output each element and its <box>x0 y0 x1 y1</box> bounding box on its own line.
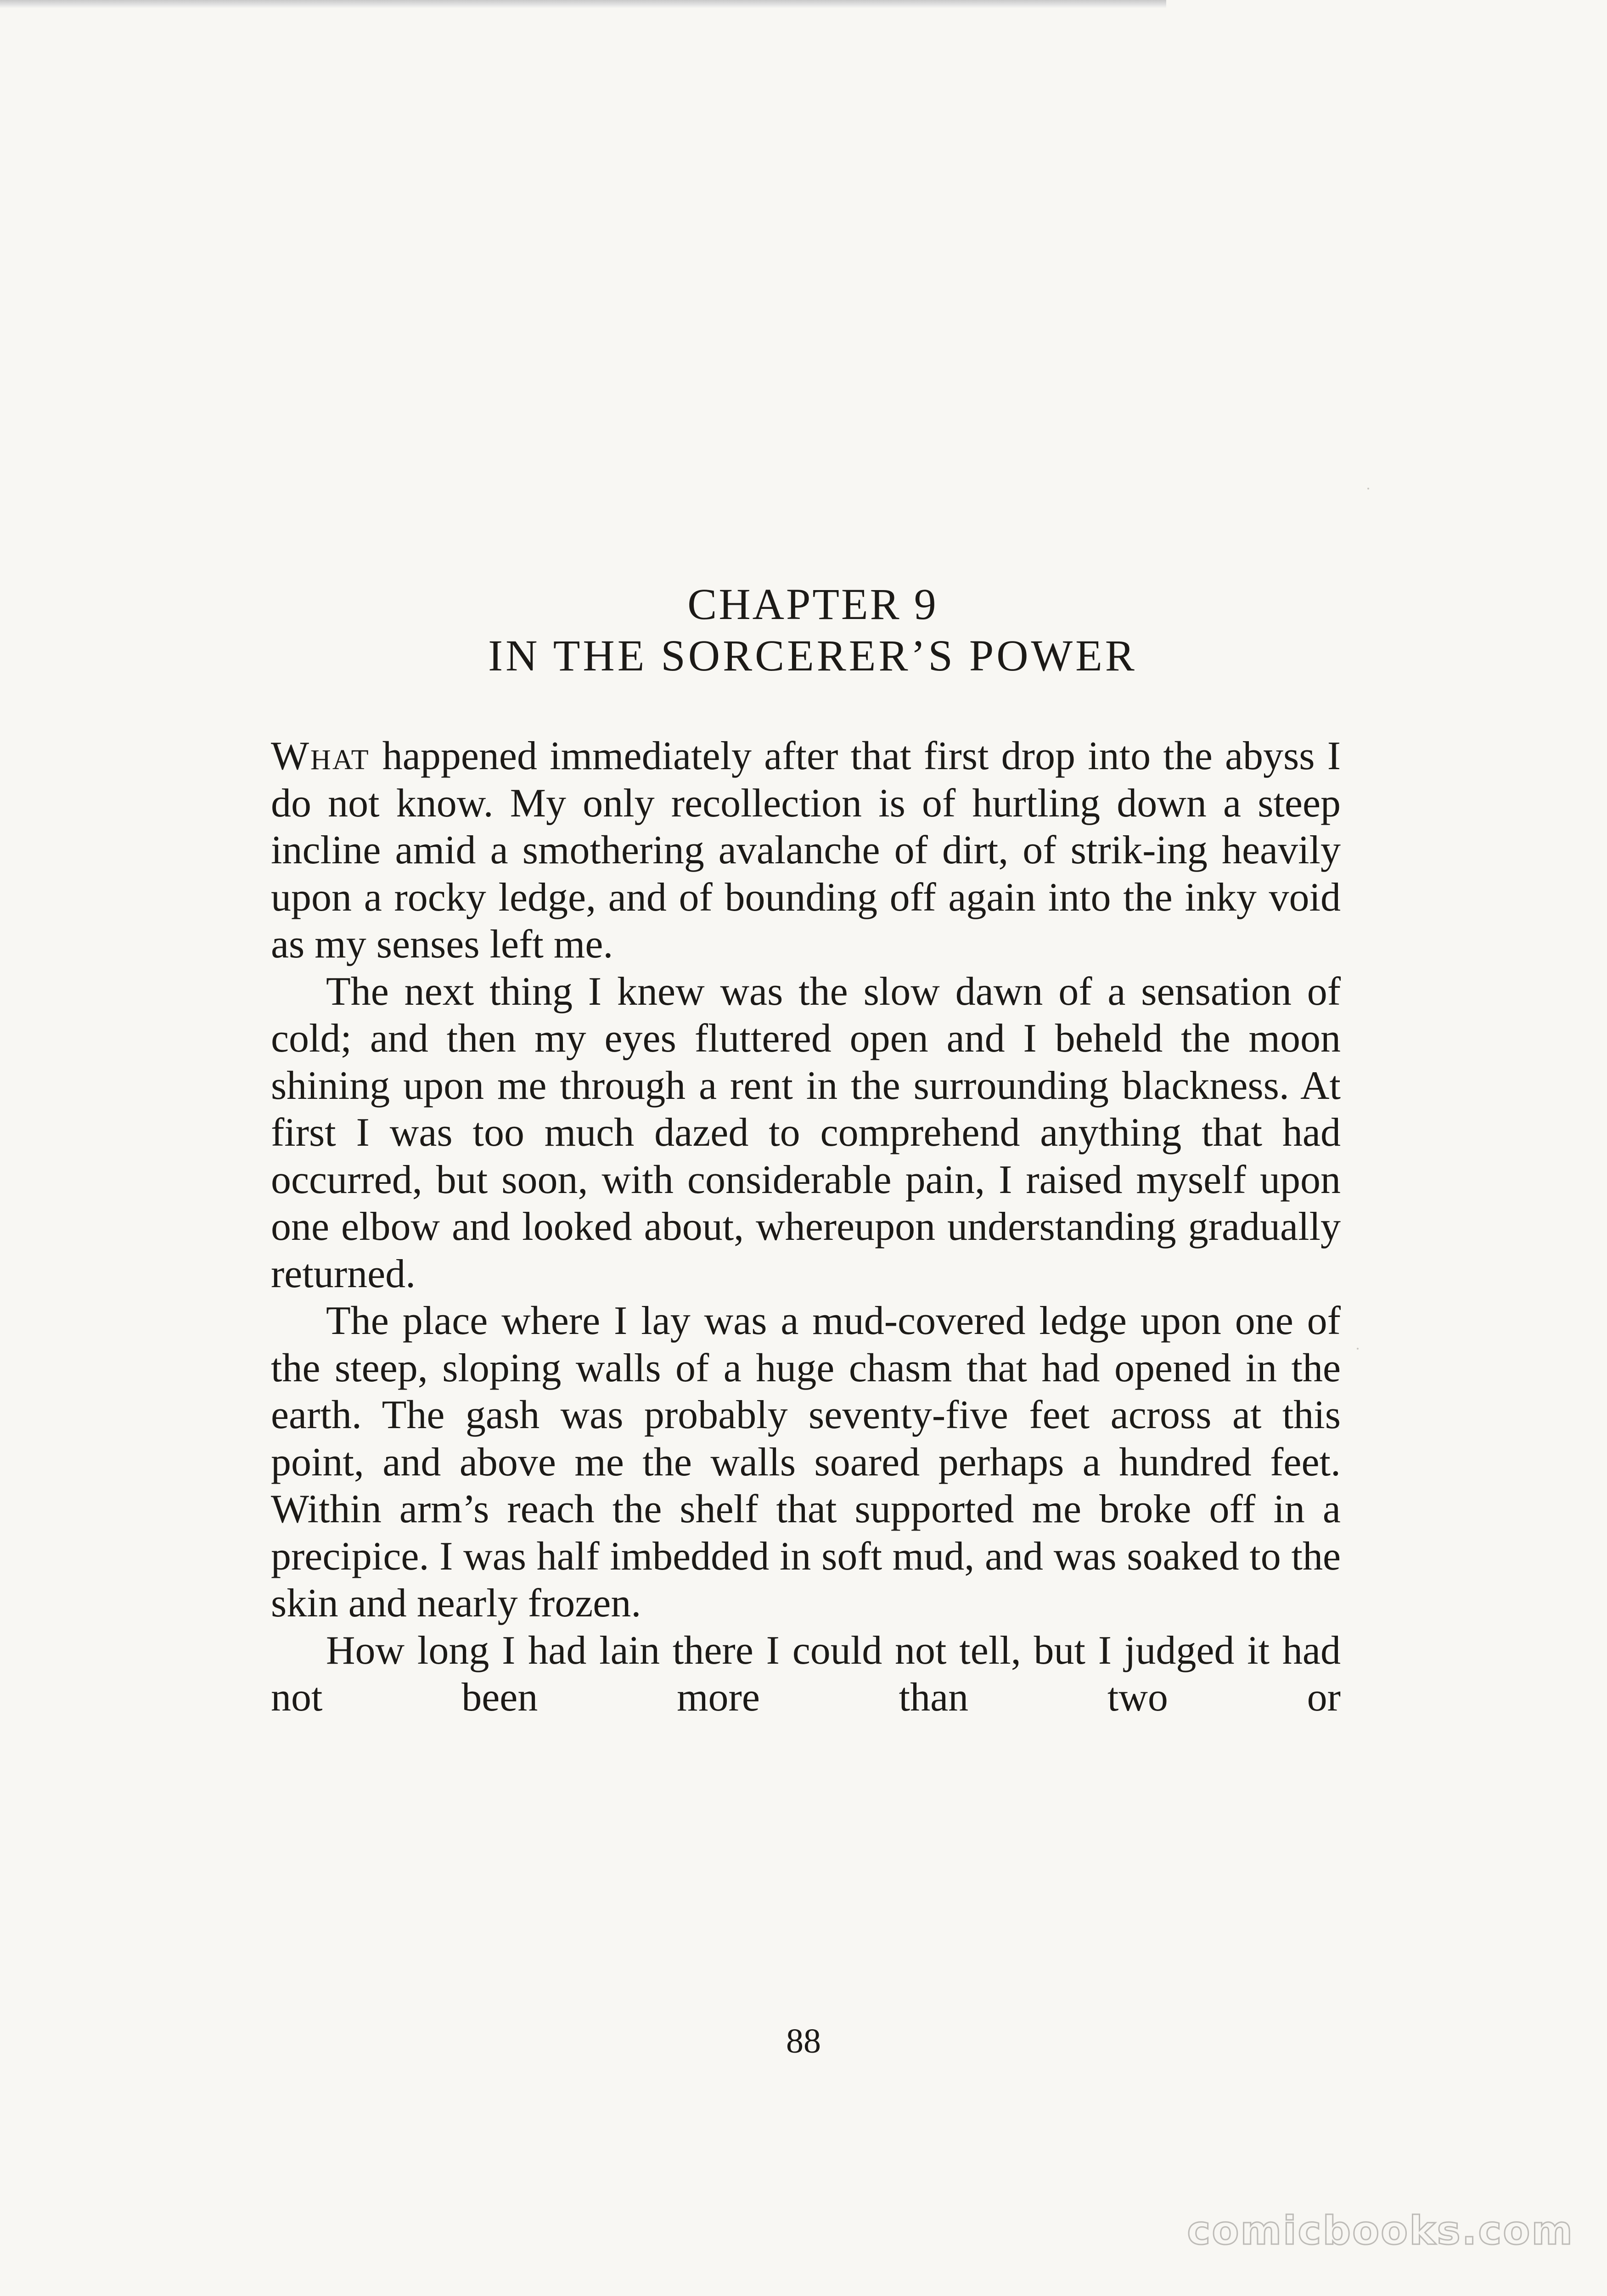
paragraph: The next thing I knew was the slow dawn of a sensation of cold; and then my eyes fluttered open and I beheld the moon shining upon me through a rent in the surrounding blackness. At first I was too much dazed to comprehend anything that had occurred, but soon, with considerable pain, I raised myself upon one elbow and looked about, whereupon understanding gradually returned. <box>271 969 1341 1296</box>
scan-speck <box>1367 488 1369 490</box>
chapter-title: IN THE SORCERER’S POWER <box>488 631 1137 680</box>
scan-top-edge <box>0 0 1166 8</box>
book-page <box>271 579 1341 1722</box>
page-number: 88 <box>786 2022 821 2060</box>
paragraph: The place where I lay was a mud-covered ledge upon one of the steep, sloping walls of a huge chasm that had opened in the earth. The gash was probably seventy-five feet across at this point, and above me the walls soared perhaps a hundred feet. Within arm’s reach the shelf that supported me broke off in a precipice. I was half imbedded in soft mud, and was soaked to the skin and nearly frozen. <box>271 1299 1341 1626</box>
site-watermark: comicbooks.com <box>1187 2208 1574 2254</box>
chapter-body <box>271 733 1341 1722</box>
opening-word: What <box>271 734 370 778</box>
scan-speck <box>1357 1348 1359 1350</box>
paragraph: How long I had lain there I could not tell, but I judged it had not been more than two or <box>271 1628 1341 1720</box>
paragraph-text: happened immediately after that first drop into the abyss I do not know. My only recollection is of hurtling down a steep incline amid a smothering avalanche of dirt, of strik-ing heavily upon a rocky ledge, and of bounding off again into the inky void as my senses left me. <box>271 734 1341 967</box>
chapter-number: CHAPTER 9 <box>687 580 938 629</box>
paragraph <box>271 733 1341 968</box>
